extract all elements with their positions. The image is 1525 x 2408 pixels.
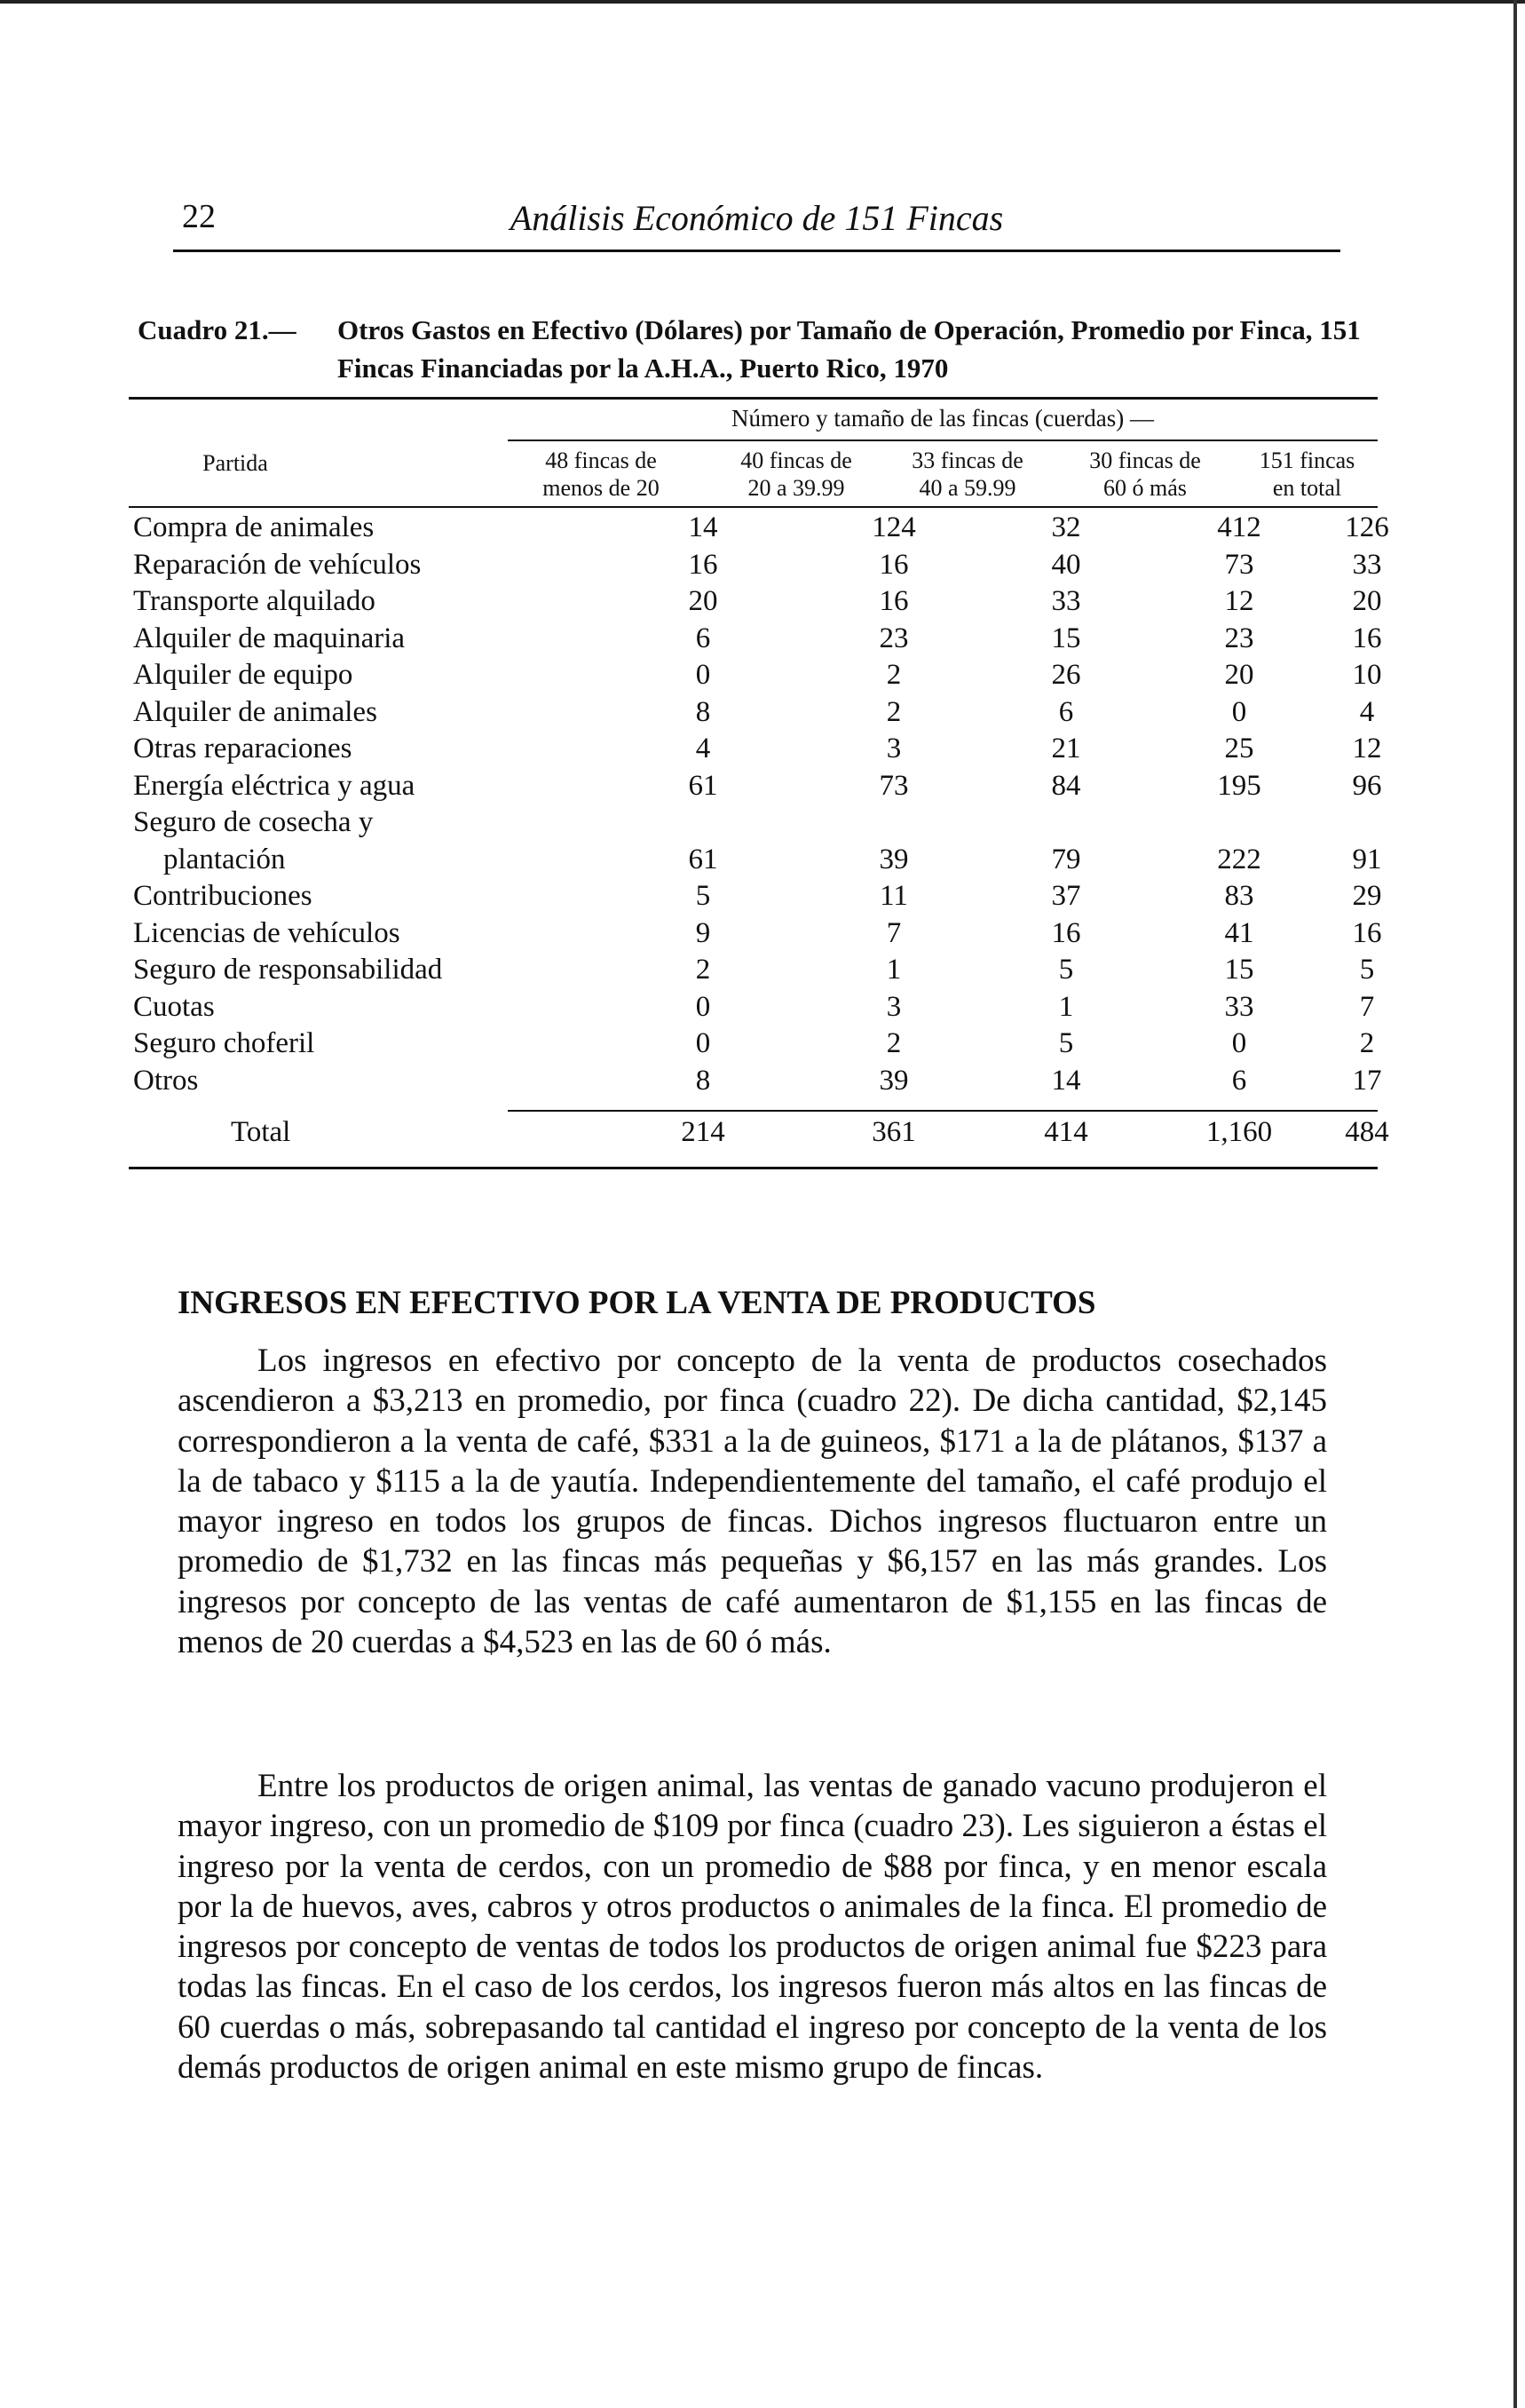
cell: 16 [1051, 916, 1081, 949]
cell: 7 [886, 916, 902, 949]
row-label: Cuotas [133, 990, 215, 1023]
row-label: Seguro de responsabilidad [133, 954, 443, 986]
cell: 14 [688, 511, 718, 543]
cell: 12 [1224, 585, 1254, 617]
column-header: 40 fincas de 20 a 39.99 [740, 448, 852, 501]
cell: 26 [1051, 659, 1081, 691]
table-row [133, 731, 1382, 768]
cell: 96 [1352, 769, 1382, 802]
cell: 0 [695, 1027, 711, 1059]
cell: 0 [695, 990, 711, 1023]
cell: 2 [886, 695, 902, 728]
cell: 29 [1352, 880, 1382, 912]
row-label: Licencias de vehículos [133, 916, 400, 949]
cell: 16 [1352, 622, 1382, 654]
cell: 83 [1224, 880, 1254, 912]
cell: 23 [879, 622, 909, 654]
cell: 20 [1224, 659, 1254, 691]
cell: 11 [880, 880, 908, 912]
cell: 16 [879, 585, 909, 617]
cell: 412 [1217, 511, 1261, 543]
table-row [133, 657, 1382, 694]
table-row [133, 694, 1376, 732]
cell: 73 [879, 769, 909, 802]
cell: 2 [695, 954, 711, 986]
table-bottom-rule [129, 1167, 1378, 1169]
cell: 41 [1224, 916, 1254, 949]
total-rule [508, 1110, 1378, 1112]
table-top-rule [129, 397, 1378, 400]
page-edge-right [1513, 0, 1517, 2408]
row-label: Seguro de cosecha y plantación [133, 806, 374, 875]
table-row [133, 878, 1382, 915]
cell: 33 [1051, 585, 1081, 617]
cell: 14 [1051, 1064, 1081, 1097]
paragraph: Los ingresos en efectivo por concepto de la venta de productos cosechados ascendieron a $3,213 en promedio, por finca (cuadro 22). De dicha cantidad, $2,145 correspondieron a la venta de café, $331 a la de guineos, $171 a la de plátanos, $137 a la de tabaco y $115 a la de yautía. Independientemente del tamaño, el café produjo el mayor ingreso en todos los grupos de fincas. Dichos ingresos fluctuaron entre un promedio de $1,732 en las fincas más pequeñas y $6,157 en las más grandes. Los ingresos por concepto de las ventas de café aumentaron de $1,155 en las fincas de menos de 20 cuerdas a $4,523 en las de 60 ó más. [178, 1343, 1327, 1661]
cell: 361 [872, 1116, 916, 1148]
total-label: Total [231, 1116, 291, 1148]
column-header: 151 fincas en total [1259, 448, 1355, 501]
cell: 6 [1231, 1064, 1247, 1097]
spanner-rule [508, 440, 1378, 441]
row-label: Alquiler de animales [133, 695, 377, 728]
cell: 16 [1352, 916, 1382, 949]
caption-text: Otros Gastos en Efectivo (Dólares) por Tamaño de Operación, Promedio por Finca, 151 Fincas Financiadas por la A.H.A., Puerto Rico, 1970 [337, 314, 1361, 384]
page-edge [0, 0, 1525, 4]
cell: 61 [688, 769, 718, 802]
row-label: Otras reparaciones [133, 733, 352, 764]
cell: 6 [695, 622, 711, 654]
cell: 7 [1359, 990, 1375, 1023]
cell: 2 [1359, 1027, 1375, 1059]
cell: 414 [1044, 1116, 1088, 1148]
cell: 39 [879, 843, 909, 875]
table-body [133, 510, 1389, 1099]
cell: 0 [1231, 1027, 1247, 1059]
row-label: Alquiler de maquinaria [133, 622, 406, 654]
cell: 1,160 [1205, 1116, 1273, 1148]
cell: 1 [886, 954, 902, 986]
spanner-heading: Número y tamaño de las fincas (cuerdas) — [731, 405, 1155, 432]
table-row [133, 621, 1382, 658]
cell: 15 [1051, 622, 1081, 654]
cell: 5 [1359, 954, 1375, 986]
row-label: Otros [133, 1064, 199, 1097]
cell: 0 [695, 659, 711, 691]
cell: 2 [886, 1027, 902, 1059]
cell: 23 [1224, 622, 1254, 654]
cell: 5 [1058, 954, 1074, 986]
table-row [133, 768, 1382, 805]
cell: 16 [879, 548, 909, 581]
table-row [133, 1026, 1376, 1063]
cell: 4 [1359, 695, 1375, 728]
caption-label: Cuadro 21.— [138, 314, 296, 345]
row-label: Seguro choferil [133, 1027, 315, 1059]
cell: 484 [1345, 1116, 1389, 1148]
cell: 222 [1217, 843, 1261, 875]
cell: 10 [1352, 659, 1382, 691]
cell: 37 [1051, 880, 1081, 912]
cell: 16 [688, 548, 718, 581]
page-number: 22 [182, 198, 216, 235]
table-row [133, 510, 1389, 547]
cell: 4 [695, 733, 711, 764]
cell: 20 [688, 585, 718, 617]
cell: 32 [1051, 511, 1081, 543]
cell: 6 [1058, 695, 1074, 728]
cell: 124 [872, 511, 916, 543]
cell: 39 [879, 1064, 909, 1097]
cell: 33 [1352, 548, 1382, 581]
cell: 126 [1345, 511, 1389, 543]
cell: 91 [1352, 843, 1382, 875]
column-header: 33 fincas de 40 a 59.99 [912, 448, 1023, 501]
row-label: Transporte alquilado [133, 585, 375, 617]
cell: 79 [1051, 843, 1081, 875]
cell: 33 [1224, 990, 1254, 1023]
cell: 9 [695, 916, 711, 949]
running-title: Análisis Económico de 151 Fincas [510, 198, 1004, 238]
row-label: Reparación de vehículos [133, 548, 422, 581]
cell: 2 [886, 659, 902, 691]
cell: 73 [1224, 548, 1254, 581]
column-header: 48 fincas de menos de 20 [542, 448, 660, 501]
row-label: Contribuciones [133, 880, 312, 912]
table-row [133, 583, 1382, 621]
cell: 8 [695, 1064, 711, 1097]
cell: 3 [886, 990, 902, 1023]
row-label: Alquiler de equipo [133, 659, 353, 691]
cell: 21 [1051, 733, 1081, 764]
cell: 0 [1231, 695, 1247, 728]
cell: 214 [681, 1116, 725, 1148]
item-header: Partida [202, 450, 268, 476]
cell: 84 [1051, 769, 1081, 802]
cell: 5 [1058, 1027, 1074, 1059]
cell: 3 [886, 733, 902, 764]
table-row [133, 915, 1382, 953]
cell: 1 [1058, 990, 1074, 1023]
cell: 61 [688, 843, 718, 875]
header-bottom-rule [129, 506, 1378, 508]
cell: 195 [1217, 769, 1261, 802]
table-row [133, 989, 1376, 1026]
cell: 15 [1224, 954, 1254, 986]
table-row [133, 952, 1376, 989]
section-heading: INGRESOS EN EFECTIVO POR LA VENTA DE PRODUCTOS [178, 1285, 1096, 1321]
paragraph: Entre los productos de origen animal, las ventas de ganado vacuno produjeron el mayor ingreso, con un promedio de $109 por finca (cuadro 23). Les siguieron a éstas el ingreso por la venta de cerdos, con un promedio de $88 por finca, y en menor escala por la de huevos, aves, cabros y otros productos o animales de la finca. El promedio de ingresos por concepto de ventas de todos los productos de origen animal fue $223 para todas las fincas. En el caso de los cerdos, los ingresos fueron más altos en las fincas de 60 cuerdas o más, sobrepasando tal cantidad el ingreso por concepto de la venta de los demás productos de origen animal en este mismo grupo de fincas. [178, 1768, 1327, 2087]
cell: 20 [1352, 585, 1382, 617]
cell: 12 [1352, 733, 1382, 764]
running-header [173, 197, 1340, 250]
table-row [133, 1063, 1382, 1100]
cell: 8 [695, 695, 711, 728]
row-label: Compra de animales [133, 511, 375, 543]
table-row [133, 804, 1382, 878]
cell: 5 [695, 880, 711, 912]
total-row [133, 1114, 1389, 1150]
cell: 25 [1224, 733, 1254, 764]
row-label: Energía eléctrica y agua [133, 769, 415, 802]
cell: 40 [1051, 548, 1081, 581]
cell: 17 [1352, 1064, 1382, 1097]
header-rule [173, 250, 1340, 252]
table-row [133, 547, 1382, 584]
column-header: 30 fincas de 60 ó más [1089, 448, 1201, 501]
